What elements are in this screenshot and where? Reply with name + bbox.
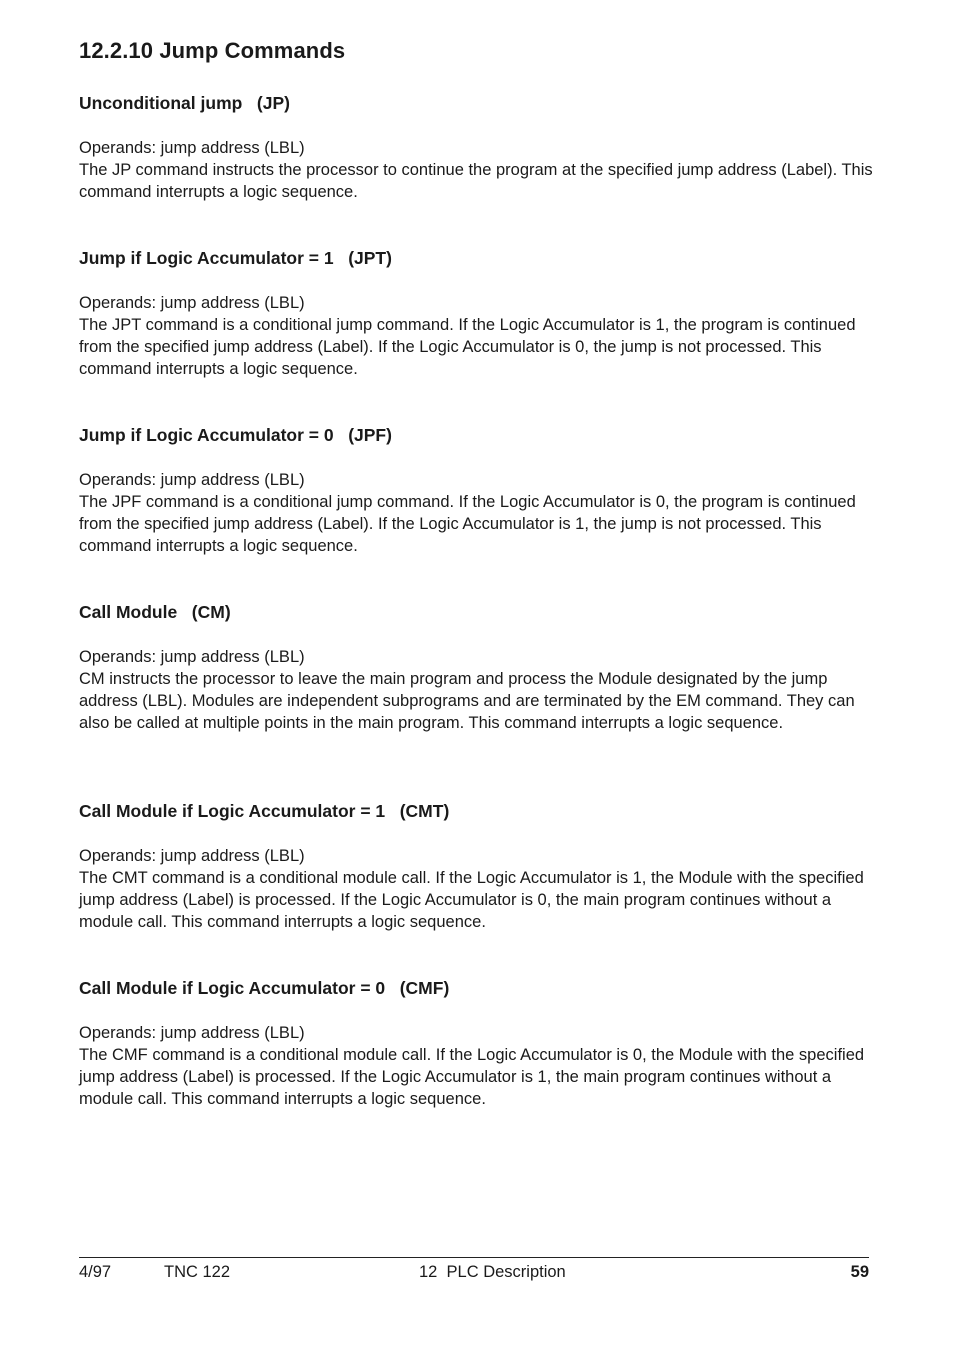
section-call-module-if-one	[79, 800, 874, 933]
section-heading: Call Module if Logic Accumulator = 1 (CMT)	[79, 801, 450, 821]
section-call-module-if-zero	[79, 977, 874, 1110]
footer-divider	[79, 1257, 869, 1258]
section-heading: Unconditional jump (JP)	[79, 93, 290, 113]
section-body: The JP command instructs the processor to continue the program at the specified jump address (Label). This command interrupts a logic sequence.	[79, 161, 873, 201]
section-operands: Operands: jump address (LBL)	[79, 294, 305, 312]
section-body: The JPT command is a conditional jump command. If the Logic Accumulator is 1, the program is continued from the specified jump address (Label). If the Logic Accumulator is 0, the jump is not processed. This command interrupts a logic sequence.	[79, 316, 856, 378]
section-operands: Operands: jump address (LBL)	[79, 471, 305, 489]
section-body: The CMF command is a conditional module call. If the Logic Accumulator is 0, the Module with the specified jump address (Label) is processed. If the Logic Accumulator is 1, the main program continues without a module call. This command interrupts a logic sequence.	[79, 1046, 865, 1108]
section-heading: Call Module if Logic Accumulator = 0 (CMF)	[79, 978, 450, 998]
section-operands: Operands: jump address (LBL)	[79, 139, 305, 157]
section-call-module	[79, 601, 874, 734]
section-jump-if-one	[79, 247, 874, 380]
section-operands: Operands: jump address (LBL)	[79, 847, 305, 865]
section-body: The CMT command is a conditional module call. If the Logic Accumulator is 1, the Module with the specified jump address (Label) is processed. If the Logic Accumulator is 0, the main program continues without a module call. This command interrupts a logic sequence.	[79, 869, 864, 931]
section-heading: Jump if Logic Accumulator = 1 (JPT)	[79, 248, 392, 268]
footer-date: 4/97	[79, 1263, 112, 1281]
section-operands: Operands: jump address (LBL)	[79, 1024, 305, 1042]
page-number: 59	[850, 1263, 869, 1281]
section-operands: Operands: jump address (LBL)	[79, 648, 305, 666]
section-heading: Call Module (CM)	[79, 602, 231, 622]
footer-chapter: 12 PLC Description	[419, 1263, 566, 1281]
section-unconditional-jump	[79, 92, 874, 203]
footer-model: TNC 122	[164, 1263, 231, 1281]
section-body: CM instructs the processor to leave the main program and process the Module designated by the jump address (LBL). Modules are independent subprograms and are terminated by the EM command. They can also be called at multiple points in the main program. This command interrupts a logic sequence.	[79, 670, 855, 732]
page-title: 12.2.10 Jump Commands	[79, 38, 346, 63]
section-heading: Jump if Logic Accumulator = 0 (JPF)	[79, 425, 392, 445]
section-body: The JPF command is a conditional jump command. If the Logic Accumulator is 0, the program is continued from the specified jump address (Label). If the Logic Accumulator is 1, the jump is not processed. This command interrupts a logic sequence.	[79, 493, 856, 555]
section-jump-if-zero	[79, 424, 874, 557]
